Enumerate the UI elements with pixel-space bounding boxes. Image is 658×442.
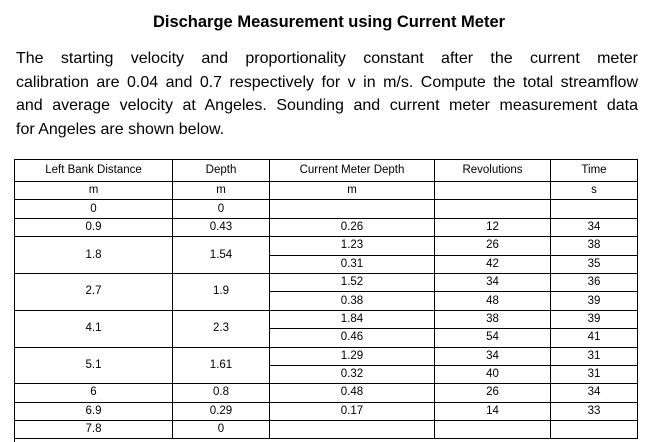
- cell-time: 31: [551, 365, 638, 383]
- unit-time: s: [551, 182, 638, 200]
- cell-distance: 7.8: [15, 421, 173, 439]
- cell-time: 34: [551, 384, 638, 402]
- table-row: [15, 237, 638, 255]
- cell-meter-depth: 1.52: [270, 273, 435, 291]
- measurement-table: [14, 159, 638, 439]
- cell-time: 34: [551, 218, 638, 236]
- cell-meter-depth: 1.23: [270, 237, 435, 255]
- cell-distance: 1.8: [15, 237, 173, 274]
- cell-time: 31: [551, 347, 638, 365]
- cell-depth: 0: [173, 421, 270, 439]
- cell-meter-depth: 1.84: [270, 310, 435, 328]
- cell-depth: 2.3: [173, 310, 270, 347]
- table-row: [15, 421, 638, 439]
- cell-distance: 6: [15, 384, 173, 402]
- cell-time: 39: [551, 292, 638, 310]
- paragraph-line-3: and average velocity at Angeles. Sounding and current meter measurement data: [16, 97, 638, 114]
- cell-revolutions: 38: [435, 310, 551, 328]
- cell-time: 38: [551, 237, 638, 255]
- cell-revolutions: 12: [435, 218, 551, 236]
- cell-meter-depth: 0.26: [270, 218, 435, 236]
- cell-meter-depth: 1.29: [270, 347, 435, 365]
- cell-depth: 1.61: [173, 347, 270, 384]
- cell-meter-depth: 0.46: [270, 329, 435, 347]
- header-depth: Depth: [173, 160, 270, 182]
- cell-meter-depth: 0.48: [270, 384, 435, 402]
- cell-meter-depth: 0.32: [270, 365, 435, 383]
- cell-depth: 0.8: [173, 384, 270, 402]
- cell-revolutions: 48: [435, 292, 551, 310]
- table-row: [15, 347, 638, 365]
- header-meter-depth: Current Meter Depth: [270, 160, 435, 182]
- cell-meter-depth: 0.31: [270, 255, 435, 273]
- cell-meter-depth: [270, 421, 435, 439]
- cell-time: [551, 200, 638, 218]
- cell-meter-depth: 0.38: [270, 292, 435, 310]
- table-row: [15, 200, 638, 218]
- cell-time: 35: [551, 255, 638, 273]
- document-title: Discharge Measurement using Current Meter: [152, 13, 506, 31]
- cell-revolutions: 34: [435, 273, 551, 291]
- cell-distance: 2.7: [15, 273, 173, 310]
- problem-paragraph: [16, 47, 638, 141]
- unit-distance: m: [15, 182, 173, 200]
- table-row: [15, 384, 638, 402]
- cell-revolutions: [435, 421, 551, 439]
- cell-revolutions: 54: [435, 329, 551, 347]
- header-time: Time: [551, 160, 638, 182]
- cell-depth: 0.43: [173, 218, 270, 236]
- table-units-row: [15, 182, 638, 200]
- table-row: [15, 218, 638, 236]
- cell-time: 36: [551, 273, 638, 291]
- cell-revolutions: 40: [435, 365, 551, 383]
- cell-distance: 5.1: [15, 347, 173, 384]
- cell-revolutions: 42: [435, 255, 551, 273]
- cell-depth: 0: [173, 200, 270, 218]
- table-edge-line: [14, 436, 15, 442]
- unit-revolutions: [435, 182, 551, 200]
- cell-depth: 1.9: [173, 273, 270, 310]
- cell-revolutions: [435, 200, 551, 218]
- cell-revolutions: 26: [435, 237, 551, 255]
- cell-distance: 0: [15, 200, 173, 218]
- table-header-row: [15, 160, 638, 182]
- paragraph-line-1: The starting velocity and proportionality constant after the current meter: [16, 50, 638, 67]
- cell-time: 41: [551, 329, 638, 347]
- cell-distance: 0.9: [15, 218, 173, 236]
- unit-meter-depth: m: [270, 182, 435, 200]
- cell-revolutions: 14: [435, 402, 551, 420]
- paragraph-line-4: for Angeles are shown below.: [16, 120, 225, 138]
- cell-meter-depth: [270, 200, 435, 218]
- unit-depth: m: [173, 182, 270, 200]
- table-row: [15, 402, 638, 420]
- cell-depth: 0.29: [173, 402, 270, 420]
- table-row: [15, 310, 638, 328]
- cell-time: 39: [551, 310, 638, 328]
- cell-depth: 1.54: [173, 237, 270, 274]
- header-revolutions: Revolutions: [435, 160, 551, 182]
- cell-revolutions: 34: [435, 347, 551, 365]
- header-distance: Left Bank Distance: [15, 160, 173, 182]
- cell-distance: 4.1: [15, 310, 173, 347]
- paragraph-line-2: calibration are 0.04 and 0.7 respectively for v in m/s. Compute the total streamflow: [16, 73, 638, 91]
- cell-revolutions: 26: [435, 384, 551, 402]
- cell-distance: 6.9: [15, 402, 173, 420]
- cell-time: [551, 421, 638, 439]
- cell-meter-depth: 0.17: [270, 402, 435, 420]
- table-row: [15, 273, 638, 291]
- cell-time: 33: [551, 402, 638, 420]
